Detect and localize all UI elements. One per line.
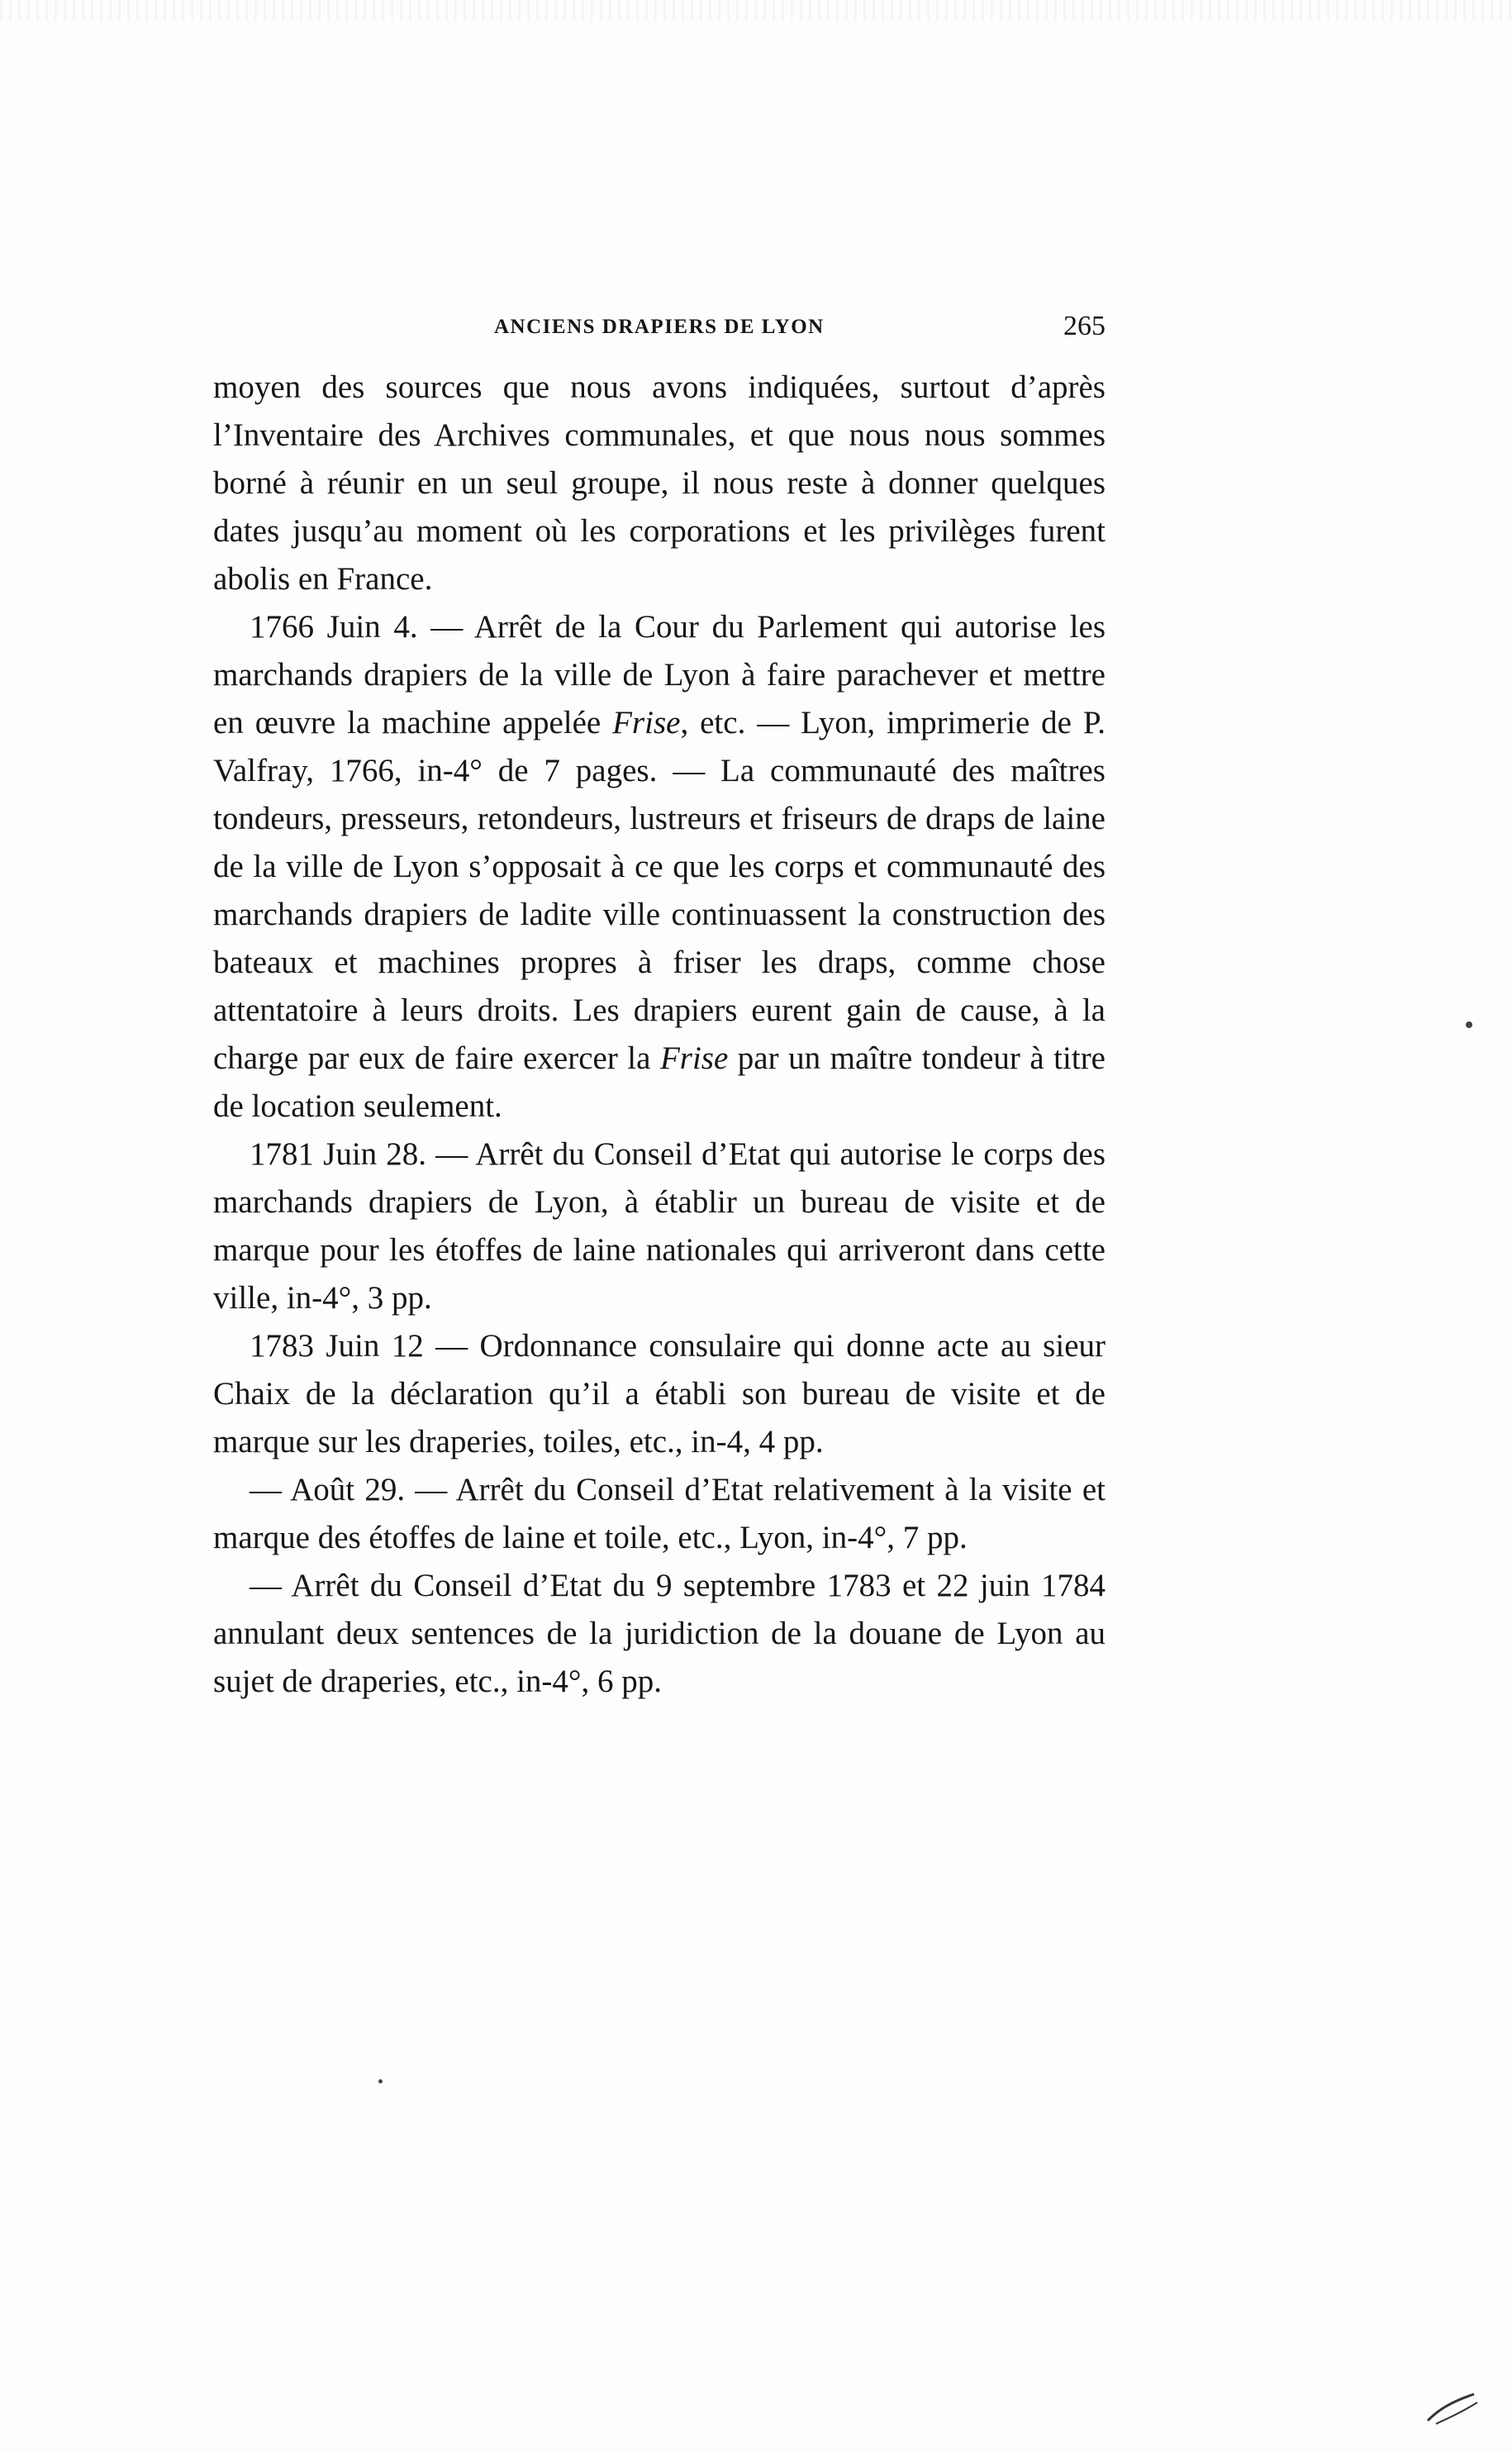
paragraph-1766-text-b: , etc. — Lyon, imprimerie de P. Valfray, 1766, in-4° de 7 pages. — La communauté des maîtres tondeurs, presseurs, retondeurs, lustreurs et friseurs de draps de laine de la ville de Lyon s’opposait à ce que les corps et communauté des marchands drapiers de ladite ville continuassent la construction des bateaux et machines propres à friser les draps, comme chose attentatoire à leurs droits. Les drapiers eurent gain de cause, à la charge par eux de faire exercer la <box>213 705 1105 1076</box>
paragraph-intro: moyen des sources que nous avons indiquées, surtout d’après l’Inventaire des Archives communales, et que nous nous sommes borné à réunir en un seul groupe, il nous reste à donner quelques dates jusqu’au moment où les corporations et les privilèges furent abolis en France. <box>213 369 1105 597</box>
paragraph-1781: 1781 Juin 28. — Arrêt du Conseil d’Etat qui autorise le corps des marchands drapiers de Lyon, à établir un bureau de visite et de marque pour les étoffes de laine nationales qui arriveront dans cette ville, in-4°, 3 pp. <box>213 1136 1105 1316</box>
page-number: 265 <box>1063 311 1105 341</box>
scan-edge-noise <box>0 0 1512 20</box>
page-body <box>213 364 1105 1706</box>
scan-speck <box>1466 1021 1472 1028</box>
paragraph-1766 <box>213 603 1105 1131</box>
paragraph-1783-june: 1783 Juin 12 — Ordonnance consulaire qui donne acte au sieur Chaix de la déclaration qu’il a établi son bureau de visite et de marque sur les draperies, toiles, etc., in-4, 4 pp. <box>213 1328 1105 1459</box>
paragraph-1783-august: — Août 29. — Arrêt du Conseil d’Etat relativement à la visite et marque des étoffes de laine et toile, etc., Lyon, in-4°, 7 pp. <box>213 1472 1105 1555</box>
scan-speck <box>378 2079 383 2083</box>
date-1766: 1766 Juin 4. <box>250 609 418 645</box>
corner-pencil-mark <box>1423 2388 1481 2429</box>
italic-frise-2: Frise <box>659 1040 729 1076</box>
italic-frise-1: Frise <box>612 705 681 740</box>
running-title: ANCIENS DRAPIERS DE LYON <box>494 316 825 338</box>
paragraph-1783-september: — Arrêt du Conseil d’Etat du 9 septembre 1783 et 22 juin 1784 annulant deux sentences de la juridiction de la douane de Lyon au sujet de draperies, etc., in-4°, 6 pp. <box>213 1568 1105 1699</box>
paragraph-1766-text-c: par un maître tondeur à titre de location seulement. <box>213 1040 1105 1124</box>
paragraph-1766-text-a: — Arrêt de la Cour du Parlement qui autorise les marchands drapiers de la ville de Lyon à faire parachever et mettre en œuvre la machine appelée <box>213 609 1105 740</box>
page-header <box>213 307 1105 357</box>
